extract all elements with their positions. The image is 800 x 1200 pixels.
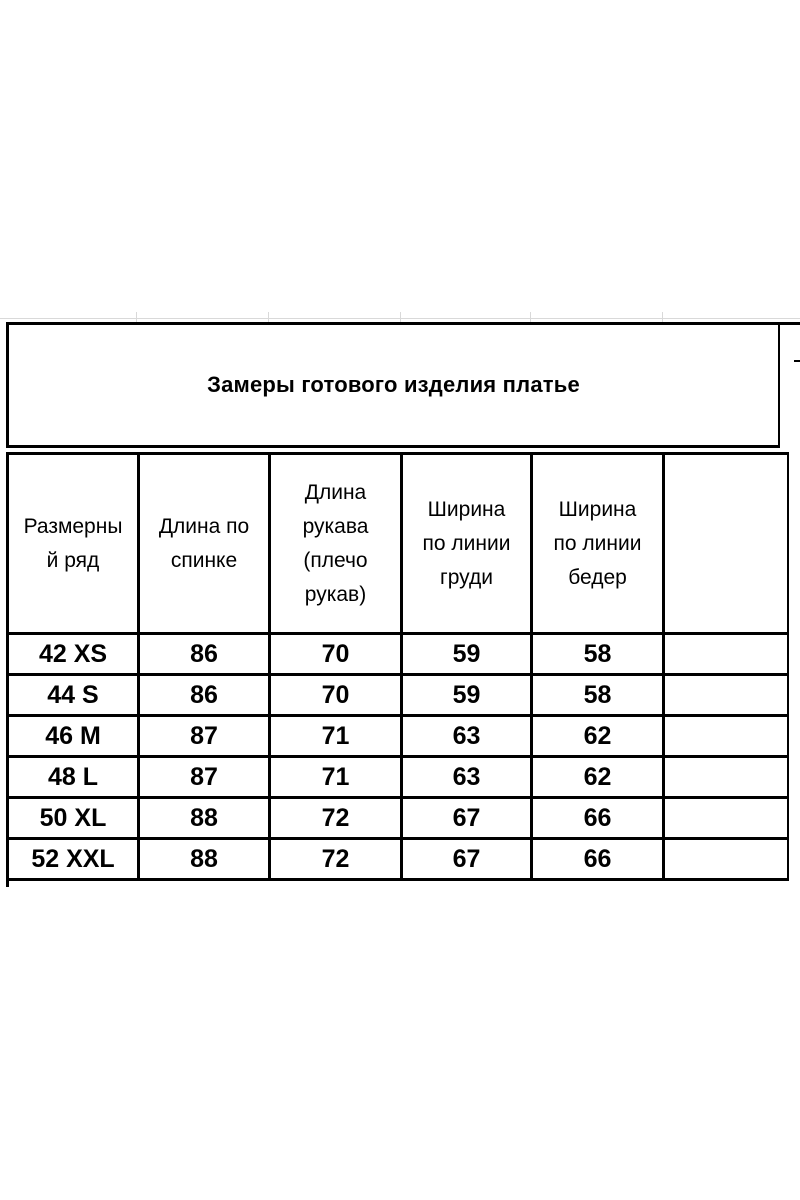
empty-cell: [664, 839, 788, 880]
table-title: Замеры готового изделия платье: [207, 372, 580, 397]
sheet-gridline: [662, 312, 663, 322]
back-length-cell: 86: [139, 634, 270, 675]
chest-width-cell: 63: [402, 716, 532, 757]
chest-width-cell: 59: [402, 634, 532, 675]
hip-width-cell: 62: [532, 757, 664, 798]
table-row: [8, 675, 788, 716]
header-cell-back-length: Длина по спинке: [139, 454, 270, 634]
header-cell-size: Размерны й ряд: [8, 454, 139, 634]
sheet-gridline: [400, 312, 401, 322]
chest-width-cell: 67: [402, 798, 532, 839]
cell-border: [6, 877, 9, 887]
size-cell: 48 L: [8, 757, 139, 798]
header-cell-empty: [664, 454, 788, 634]
cell-border: [780, 322, 800, 325]
back-length-cell: 87: [139, 757, 270, 798]
size-table: [6, 452, 789, 881]
header-row: [8, 454, 788, 634]
table-row: [8, 634, 788, 675]
sleeve-length-cell: 71: [270, 757, 402, 798]
sleeve-length-cell: 72: [270, 798, 402, 839]
hip-width-cell: 66: [532, 839, 664, 880]
header-cell-sleeve-length: Длина рукава (плечо рукав): [270, 454, 402, 634]
cell-border: [794, 360, 800, 362]
table-row: [8, 757, 788, 798]
sheet-gridline: [268, 312, 269, 322]
chest-width-cell: 63: [402, 757, 532, 798]
hip-width-cell: 58: [532, 634, 664, 675]
empty-cell: [664, 716, 788, 757]
empty-cell: [664, 798, 788, 839]
back-length-cell: 86: [139, 675, 270, 716]
header-cell-hip-width: Ширина по линии бедер: [532, 454, 664, 634]
empty-cell: [664, 634, 788, 675]
header-cell-chest-width: Ширина по линии груди: [402, 454, 532, 634]
table-row: [8, 798, 788, 839]
size-cell: 44 S: [8, 675, 139, 716]
back-length-cell: 88: [139, 839, 270, 880]
sleeve-length-cell: 70: [270, 675, 402, 716]
empty-cell: [664, 675, 788, 716]
chest-width-cell: 59: [402, 675, 532, 716]
size-cell: 42 XS: [8, 634, 139, 675]
hip-width-cell: 58: [532, 675, 664, 716]
table-row: [8, 716, 788, 757]
sheet-gridline: [136, 312, 137, 322]
size-cell: 46 M: [8, 716, 139, 757]
sleeve-length-cell: 72: [270, 839, 402, 880]
back-length-cell: 87: [139, 716, 270, 757]
sleeve-length-cell: 71: [270, 716, 402, 757]
size-cell: 52 XXL: [8, 839, 139, 880]
sleeve-length-cell: 70: [270, 634, 402, 675]
back-length-cell: 88: [139, 798, 270, 839]
table-title-cell: [6, 322, 780, 448]
size-cell: 50 XL: [8, 798, 139, 839]
sheet-gridline: [530, 312, 531, 322]
hip-width-cell: 62: [532, 716, 664, 757]
hip-width-cell: 66: [532, 798, 664, 839]
table-row: [8, 839, 788, 880]
chest-width-cell: 67: [402, 839, 532, 880]
empty-cell: [664, 757, 788, 798]
